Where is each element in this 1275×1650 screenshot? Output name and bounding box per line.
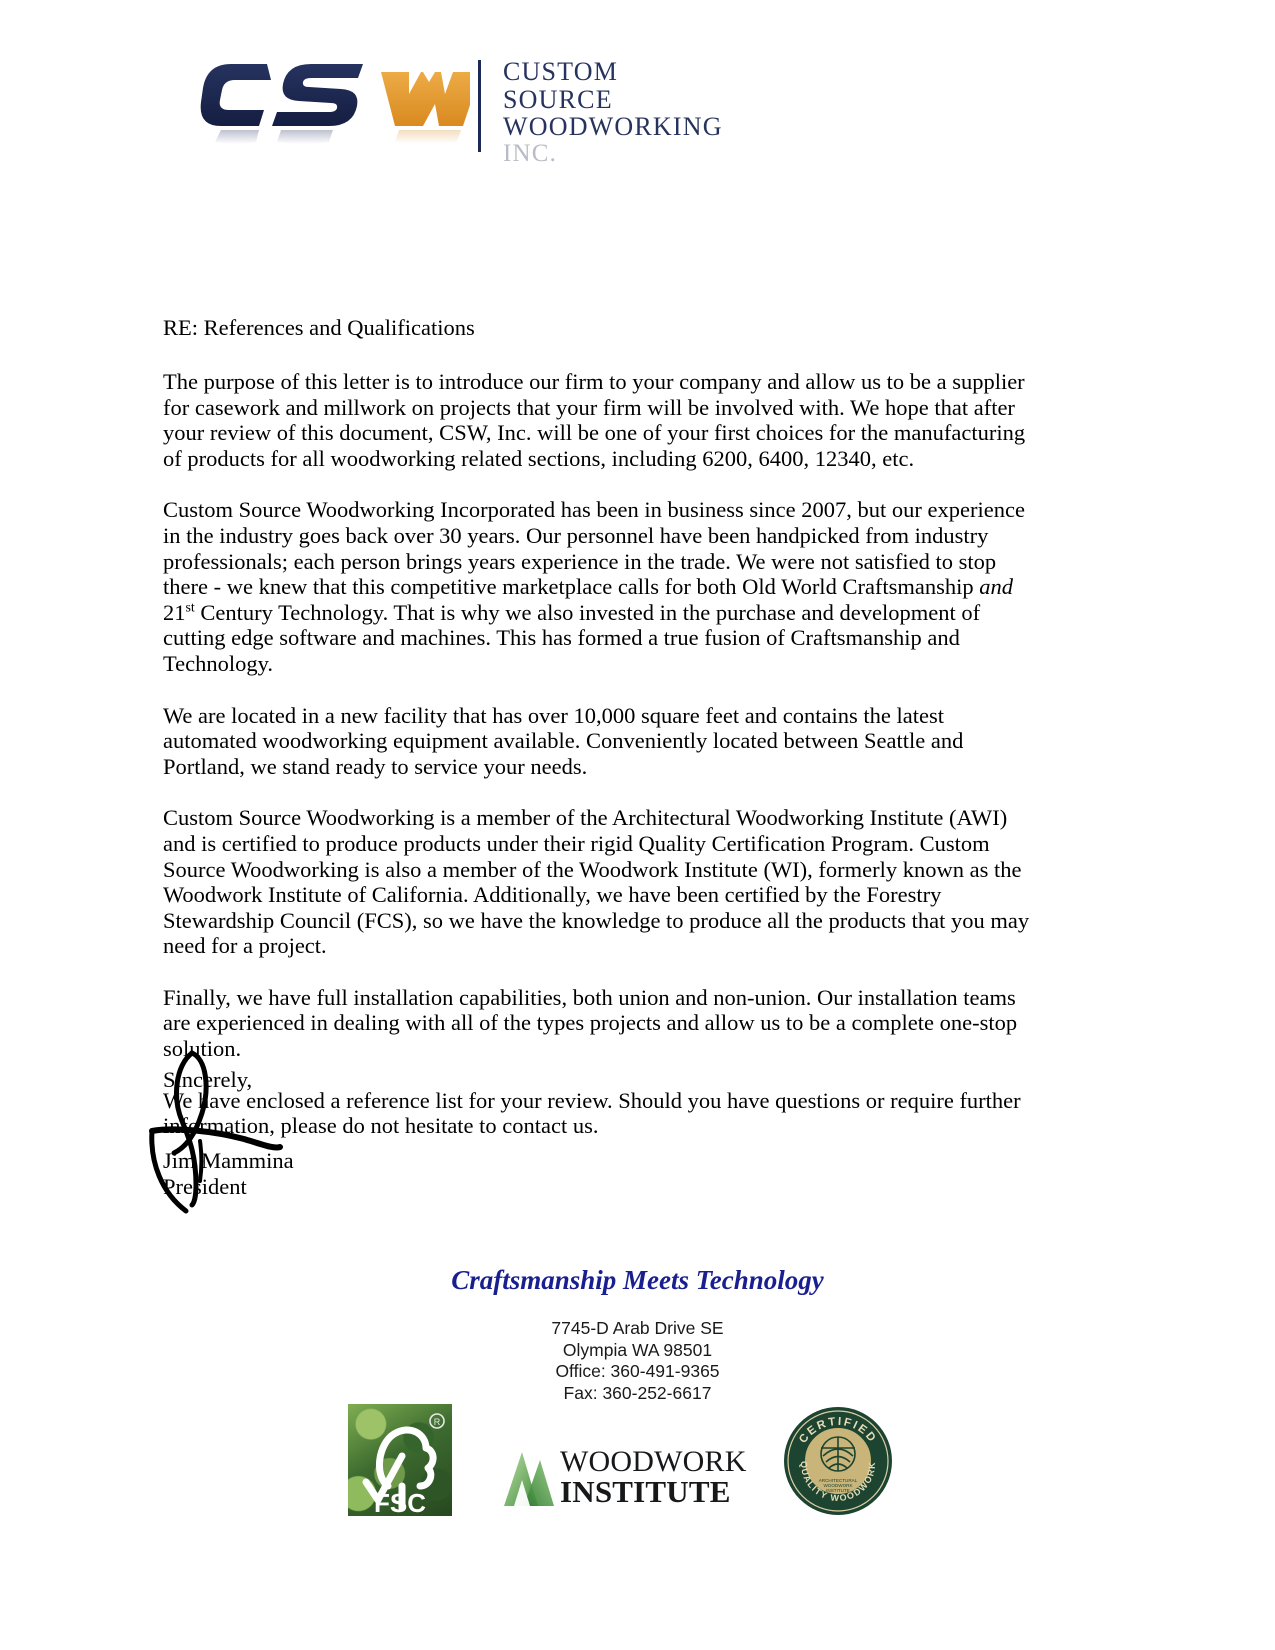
closing-salutation: Sincerely, bbox=[163, 1067, 253, 1092]
address-line-1: 7745-D Arab Drive SE bbox=[551, 1318, 724, 1338]
awi-certified-seal bbox=[783, 1406, 893, 1516]
awi-arc-bottom: QUALITY WOODWORK bbox=[798, 1460, 878, 1504]
signer-title: President bbox=[163, 1173, 247, 1199]
contact-block bbox=[0, 1318, 1275, 1404]
csw-logo-mark bbox=[195, 48, 470, 158]
svg-text:R: R bbox=[433, 1417, 441, 1427]
signer-name: Jim Mammina bbox=[163, 1148, 294, 1173]
awi-arc-top: CERTIFIED bbox=[797, 1415, 879, 1446]
fax-number: Fax: 360-252-6617 bbox=[563, 1382, 712, 1403]
awi-inner-line-2: WOODWORK bbox=[823, 1483, 853, 1488]
woodwork-institute-logo bbox=[498, 1438, 747, 1516]
company-name-block bbox=[503, 58, 723, 167]
woodwork-institute-line-1: WOODWORK bbox=[560, 1445, 747, 1479]
paragraph-intro: The purpose of this letter is to introduce our firm to your company and allow us to be a supplier for casework and millwork on projects that your firm will be involved with. We hope that after your review of this document, CSW, Inc. will be one of your first choices for the manufacturing of products for all woodworking related sections, including 6200, 6400, 12340, etc. bbox=[163, 369, 1026, 471]
paragraph-history-part-2: 21 bbox=[163, 599, 186, 625]
letterhead bbox=[195, 48, 723, 168]
company-word-source: SOURCE bbox=[503, 84, 613, 114]
address-line-2: Olympia WA 98501 bbox=[562, 1339, 713, 1360]
awi-quality-certification-icon bbox=[783, 1406, 893, 1516]
ordinal-suffix: st bbox=[185, 600, 195, 616]
signer-block bbox=[163, 1148, 294, 1199]
fsc-logo bbox=[348, 1404, 452, 1516]
company-word-custom: CUSTOM bbox=[503, 57, 619, 86]
paragraph-history-part-3: Century Technology. That is why we also invested in the purchase and development of cutting edge software and machines. This has formed a true fusion of Craftsmanship and Technology. bbox=[163, 599, 981, 676]
csw-logo-icon bbox=[195, 48, 470, 158]
paragraph-memberships: Custom Source Woodworking is a member of the Architectural Woodworking Institute (AWI) and is certified to produce products under their rigid Quality Certification Program. Custom Source Woodworking is also a member of the Woodwork Institute (WI), formerly known as the Woodwork Institute of California. Additionally, we have been certified by the Forestry Stewardship Council (FCS), so we have the knowledge to produce all the products that you may need for a project. bbox=[163, 805, 1030, 959]
paragraph-history-emphasis: and bbox=[979, 574, 1014, 600]
company-tagline: Craftsmanship Meets Technology bbox=[451, 1265, 824, 1295]
certification-logos bbox=[0, 1398, 1275, 1538]
awi-inner-line-3: INSTITUTE bbox=[826, 1488, 850, 1493]
paragraph-history bbox=[163, 497, 1043, 676]
paragraph-history-part-1: Custom Source Woodworking Incorporated has been in business since 2007, but our experience in the industry goes back over 30 years. Our personnel have been handpicked from industry professionals; each person brings years experience in the trade. We were not satisfied to stop there - we knew that this competitive marketplace calls for both Old World Craftsmanship bbox=[163, 497, 1025, 600]
woodwork-institute-wordmark bbox=[560, 1447, 747, 1507]
paragraph-facility: We are located in a new facility that has over 10,000 square feet and contains the latest automated woodworking equipment available. Conveniently located between Seattle and Portland, we stand ready to service your needs. bbox=[163, 702, 964, 779]
letter-body bbox=[163, 315, 1043, 1139]
woodwork-institute-mark-icon bbox=[498, 1446, 556, 1508]
fsc-tree-checkmark-icon bbox=[348, 1404, 452, 1516]
office-phone: Office: 360-491-9365 bbox=[555, 1361, 720, 1381]
awi-inner-line-1: ARCHITECTURAL bbox=[818, 1478, 858, 1483]
company-word-woodworking: WOODWORKING bbox=[503, 112, 723, 142]
subject-line: RE: References and Qualifications bbox=[163, 315, 475, 340]
company-word-inc: INC. bbox=[503, 139, 558, 167]
fsc-label: FSC bbox=[374, 1488, 426, 1516]
paragraph-installation: Finally, we have full installation capabilities, both union and non-union. Our installation teams are experienced in dealing with all of the types projects and allow us to be a complete one-stop solution. bbox=[163, 984, 1018, 1062]
woodwork-institute-line-2: INSTITUTE bbox=[560, 1473, 731, 1509]
paragraph-closing-note: We have enclosed a reference list for your review. Should you have questions or require further information, please do not hesitate to contact us. bbox=[163, 1087, 1021, 1139]
logo-divider bbox=[478, 60, 481, 152]
